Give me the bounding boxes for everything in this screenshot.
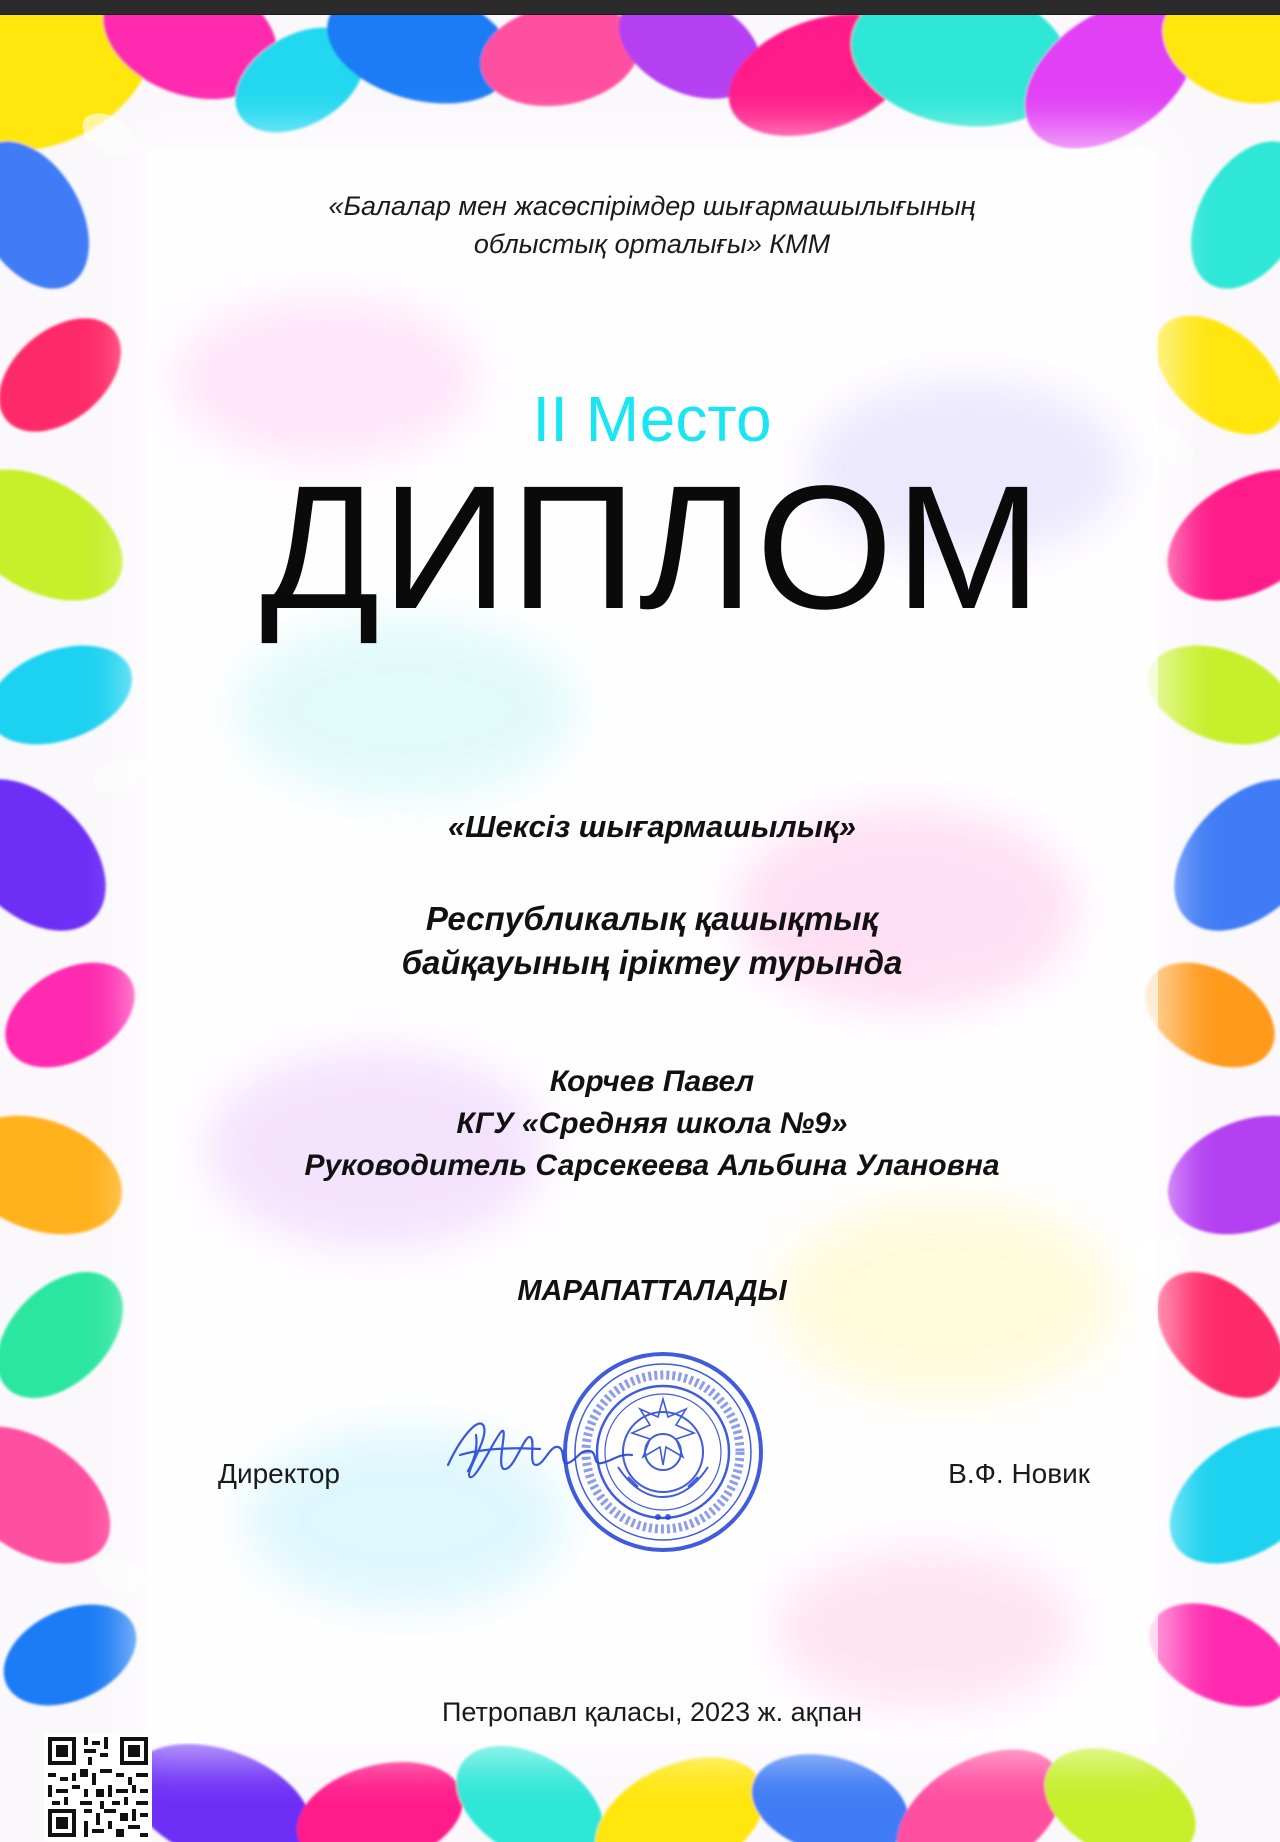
place-label: II Место [532, 383, 772, 455]
school-name: КГУ «Средняя школа №9» [456, 1107, 848, 1140]
director-label: Директор [218, 1458, 340, 1489]
place-and-date: Петропавл қаласы, 2023 ж. ақпан [441, 1697, 863, 1727]
contest-stage [146, 897, 1158, 985]
signature-icon [440, 1395, 640, 1495]
qr-code-icon [44, 1733, 152, 1841]
contest-stage-line-2: байқауының іріктеу турында [401, 944, 903, 981]
contest-name: «Шексіз шығармашылық» [447, 809, 857, 844]
diploma-title: ДИПЛОМ [260, 450, 1044, 646]
organization-name [146, 187, 1158, 263]
organization-line-1: «Балалар мен жасөспірімдер шығармашылығының [328, 191, 976, 221]
recipient-block [146, 1061, 1158, 1187]
participant-name: Корчев Павел [549, 1065, 755, 1098]
director-name: В.Ф. Новик [948, 1458, 1090, 1489]
organization-line-2: облыстық орталығы» КММ [473, 229, 831, 259]
viewer-toolbar [0, 0, 1280, 15]
supervisor-name: Руководитель Сарсекеева Альбина Улановна [304, 1149, 1000, 1182]
diploma-page [0, 15, 1280, 1842]
award-text: МАРАПАТТАЛАДЫ [517, 1275, 787, 1307]
contest-stage-line-1: Республикалық қашықтық [425, 900, 879, 937]
